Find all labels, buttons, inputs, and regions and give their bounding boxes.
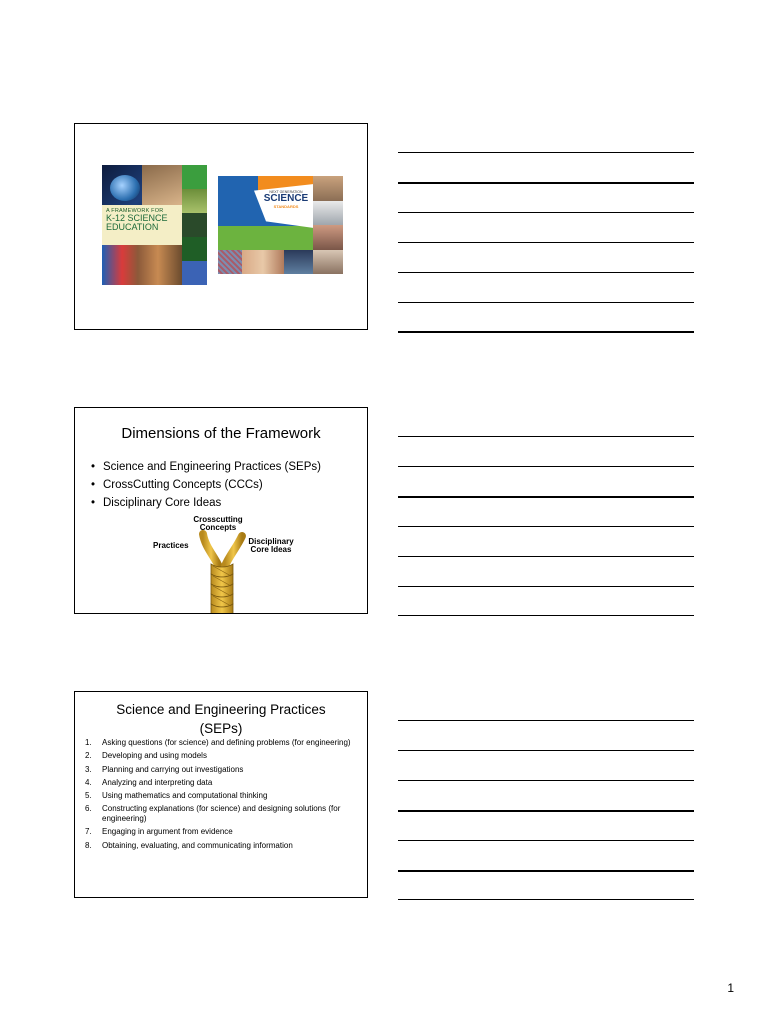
- list-item: 8. Obtaining, evaluating, and communicating information: [85, 840, 293, 850]
- list-item: 6. Constructing explanations (for science) and designing solutions (for engineering): [85, 804, 341, 823]
- slide-3-title: Science and Engineering Practices (SEPs): [116, 702, 326, 736]
- slide-1: [74, 123, 368, 330]
- slide-2: [74, 407, 368, 614]
- rope-label-crosscutting: Crosscutting Concepts: [193, 515, 243, 532]
- framework-book-cover: [102, 165, 207, 285]
- ngss-cover-title: NEXT GENERATION SCIENCE STANDARDS: [263, 190, 309, 209]
- list-item: 1. Asking questions (for science) and defining problems (for engineering): [85, 738, 351, 747]
- list-item: 3. Planning and carrying out investigations: [85, 764, 244, 774]
- ngss-book-cover: [218, 176, 343, 274]
- list-item: 4. Analyzing and interpreting data: [85, 777, 213, 787]
- lab-photo: [102, 245, 182, 285]
- students-photo: [142, 165, 182, 205]
- rope-diagram: [145, 512, 305, 614]
- list-item: 2. Developing and using models: [85, 751, 207, 761]
- list-item: • CrossCutting Concepts (CCCs): [89, 476, 321, 494]
- slide-3: [74, 691, 368, 898]
- list-item: 7. Engaging in argument from evidence: [85, 827, 233, 837]
- framework-cover-prefix: A FRAMEWORK FOR: [106, 208, 164, 214]
- dimensions-list: [89, 458, 321, 512]
- list-item: • Disciplinary Core Ideas: [89, 494, 321, 512]
- framework-cover-title: [102, 205, 182, 245]
- slide-2-title: Dimensions of the Framework: [121, 425, 321, 442]
- rope-label-disciplinary: Disciplinary Core Ideas: [248, 537, 294, 554]
- list-item: • Science and Engineering Practices (SEPs): [89, 458, 321, 476]
- rope-icon: [145, 512, 305, 614]
- framework-cover-main-title: K-12 SCIENCE EDUCATION: [106, 213, 168, 232]
- list-item: 5. Using mathematics and computational thinking: [85, 791, 268, 801]
- page-number: 1: [727, 981, 734, 995]
- rope-label-practices: Practices: [153, 541, 189, 550]
- practices-list: [83, 738, 363, 854]
